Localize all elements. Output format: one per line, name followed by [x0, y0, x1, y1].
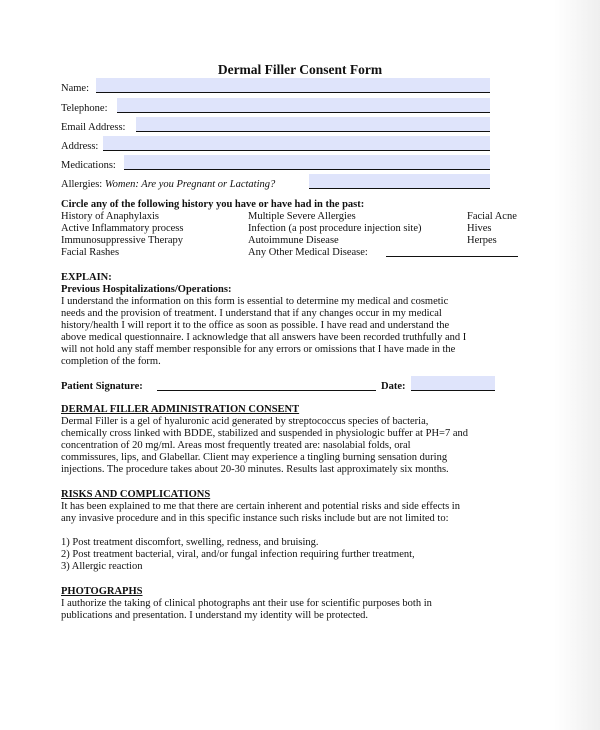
text-line: I authorize the taking of clinical photographs ant their use for scientific purposes both in — [61, 598, 432, 609]
history-item[interactable]: Active Inflammatory process — [61, 223, 184, 234]
medications-label: Medications: — [61, 160, 116, 171]
history-item[interactable]: Immunosuppressive Therapy — [61, 235, 183, 246]
page-edge-shadow — [554, 0, 600, 730]
history-item[interactable]: Autoimmune Disease — [248, 235, 339, 246]
name-label: Name: — [61, 83, 89, 94]
other-disease-line[interactable] — [386, 256, 518, 257]
administration-heading: DERMAL FILLER ADMINISTRATION CONSENT — [61, 404, 300, 415]
history-item[interactable]: Facial Rashes — [61, 247, 120, 258]
history-heading: Circle any of the following history you have or have had in the past: — [61, 199, 365, 210]
text-line: I understand the information on this form is essential to determine my medical and cosmetic — [61, 296, 449, 307]
allergies-note: Women: Are you Pregnant or Lactating? — [104, 179, 276, 190]
text-line: publications and presentation. I understand my identity will be protected. — [61, 610, 369, 621]
medications-field[interactable] — [124, 155, 490, 170]
history-item[interactable]: Herpes — [467, 235, 497, 246]
name-field[interactable] — [96, 78, 490, 93]
text-line: history/health I will report it to the office as soon as possible. I have read and understand the — [61, 320, 450, 331]
text-line: needs and the provision of treatment. I understand that if any changes occur in my medical — [61, 308, 442, 319]
text-line: any invasive procedure and in this specific instance such risks include but are not limited to: — [61, 513, 449, 524]
patient-signature-line[interactable] — [157, 390, 376, 391]
administration-paragraph — [61, 416, 528, 476]
text-line: above medical questionnaire. I acknowledge that all answers have been recorded truthfully and I — [61, 332, 467, 343]
patient-signature-label: Patient Signature: — [61, 381, 143, 392]
address-label: Address: — [61, 141, 99, 152]
risk-item: 1) Post treatment discomfort, swelling, redness, and bruising. — [61, 537, 319, 548]
allergies-row — [61, 179, 275, 190]
explain-heading: EXPLAIN: — [61, 272, 112, 283]
date-field[interactable] — [411, 376, 495, 391]
history-item[interactable]: Infection (a post procedure injection site) — [248, 223, 422, 234]
risks-heading: RISKS AND COMPLICATIONS — [61, 489, 211, 500]
form-title: Dermal Filler Consent Form — [217, 62, 383, 77]
allergies-label: Allergies: — [61, 179, 103, 190]
text-line: chemically cross linked with BDDE, stabilized and suspended in physiologic buffer at PH=7 and — [61, 428, 468, 439]
history-item[interactable]: Facial Acne — [467, 211, 517, 222]
text-line: injections. The procedure takes about 20-30 minutes. Results last approximately six months. — [61, 464, 449, 475]
photographs-heading: PHOTOGRAPHS — [61, 586, 143, 597]
text-line: completion of the form. — [61, 356, 161, 367]
history-item[interactable]: Multiple Severe Allergies — [248, 211, 356, 222]
risks-paragraph — [61, 501, 528, 525]
date-label: Date: — [381, 381, 406, 392]
history-item[interactable]: Any Other Medical Disease: — [248, 247, 368, 258]
email-label: Email Address: — [61, 122, 126, 133]
risk-item: 2) Post treatment bacterial, viral, and/or fungal infection requiring further treatment, — [61, 549, 415, 560]
text-line: will not hold any staff member responsible for any errors or omissions that I have made in the — [61, 344, 456, 355]
hospitalizations-heading: Previous Hospitalizations/Operations: — [61, 284, 232, 295]
history-item[interactable]: Hives — [467, 223, 492, 234]
allergies-field[interactable] — [309, 174, 490, 189]
text-line: Dermal Filler is a gel of hyaluronic acid generated by streptococcus species of bacteria, — [61, 416, 429, 427]
text-line: concentration of 20 mg/ml. Areas most frequently treated are: nasolabial folds, oral — [61, 440, 411, 451]
explain-paragraph — [61, 296, 528, 368]
text-line: commissures, lips, and Glabellar. Client may experience a tingling burning sensation during — [61, 452, 448, 463]
address-field[interactable] — [103, 136, 490, 151]
telephone-label: Telephone: — [61, 103, 108, 114]
risk-item: 3) Allergic reaction — [61, 561, 143, 572]
history-item[interactable]: History of Anaphylaxis — [61, 211, 159, 222]
email-field[interactable] — [136, 117, 490, 132]
text-line: It has been explained to me that there are certain inherent and potential risks and side effects in — [61, 501, 460, 512]
telephone-field[interactable] — [117, 98, 490, 113]
photographs-paragraph — [61, 598, 528, 622]
